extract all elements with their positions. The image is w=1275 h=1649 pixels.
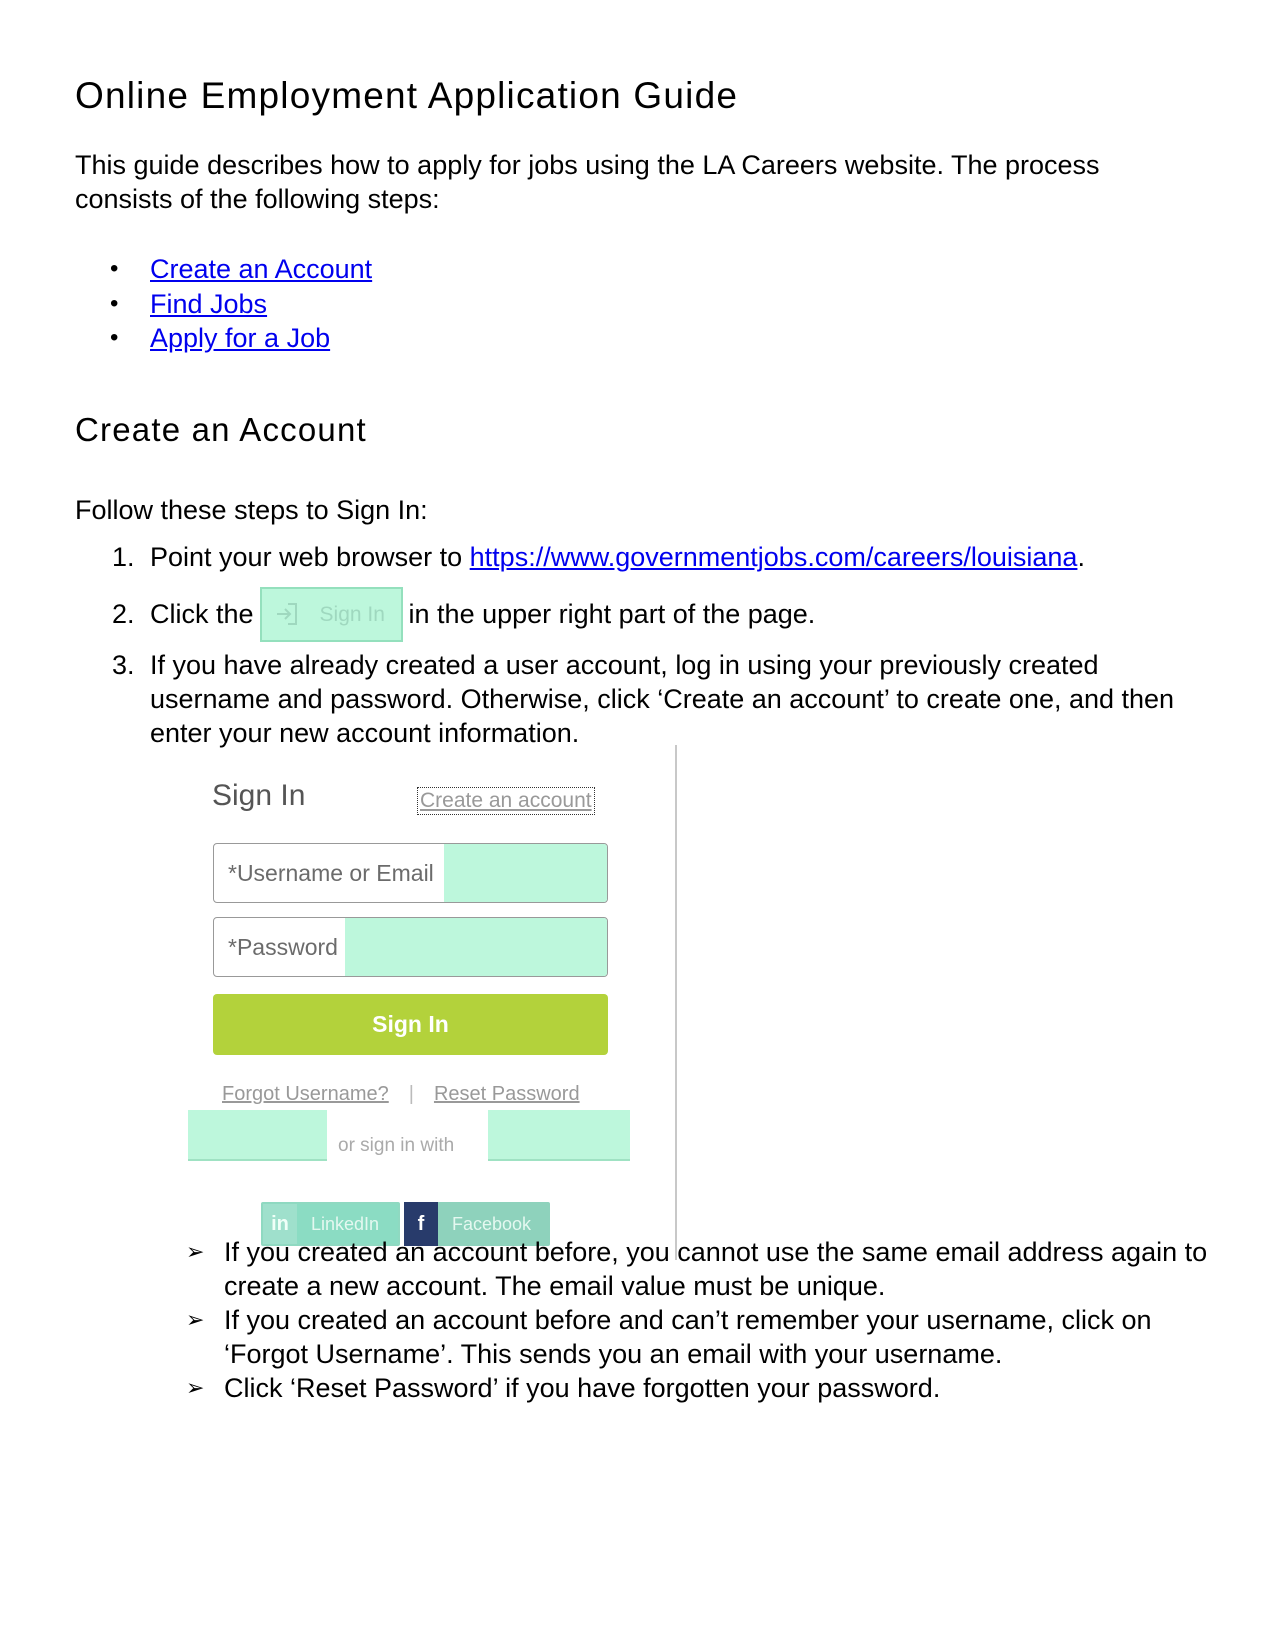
step-text-end: . <box>1077 542 1085 572</box>
highlight-box <box>444 844 607 902</box>
bullet-icon: • <box>110 255 119 282</box>
step-text: Point your web browser to <box>150 542 470 572</box>
step-number: 1. <box>112 542 135 572</box>
note-text: Click ‘Reset Password’ if you have forgotten your password. <box>224 1373 941 1403</box>
note-item <box>150 1371 1210 1405</box>
inline-signin-button[interactable] <box>260 587 403 642</box>
step-item <box>75 648 1215 750</box>
toc-link-apply-job[interactable]: Apply for a Job <box>150 323 331 353</box>
highlight-box <box>488 1110 630 1161</box>
sign-in-icon <box>274 601 300 627</box>
linkedin-icon: in <box>263 1204 297 1244</box>
create-account-link[interactable]: Create an account <box>417 787 595 815</box>
inline-signin-label: Sign In <box>319 602 385 626</box>
intro-paragraph: This guide describes how to apply for jobs using the LA Careers website. The process consists of the following steps: <box>75 150 1100 214</box>
note-text: If you created an account before and can’t remember your username, click on ‘Forgot Username’. This sends you an email with your username. <box>224 1305 1152 1369</box>
note-text: If you created an account before, you cannot use the same email address again to create a new account. The email value must be unique. <box>224 1237 1208 1301</box>
toc-item <box>75 287 372 322</box>
note-item <box>150 1303 1210 1371</box>
reset-password-link[interactable]: Reset Password <box>433 1083 580 1105</box>
step-text: If you have already created a user account, log in using your previously created username and password. Otherwise, click ‘Create an account’ to create one, and then enter your new account information. <box>150 650 1175 748</box>
arrow-bullet-icon: ➢ <box>186 1375 205 1400</box>
steps-list <box>75 540 1215 750</box>
signin-panel-screenshot <box>188 745 676 1260</box>
signin-panel-title: Sign In <box>212 779 306 812</box>
password-field[interactable] <box>213 917 608 977</box>
table-of-contents <box>75 252 372 356</box>
step-text: Click the <box>150 599 254 629</box>
facebook-label: Facebook <box>452 1213 532 1234</box>
toc-link-find-jobs[interactable]: Find Jobs <box>150 288 268 319</box>
signin-button[interactable]: Sign In <box>213 994 608 1055</box>
username-field[interactable] <box>213 843 608 903</box>
toc-item <box>75 321 372 356</box>
section-lead: Follow these steps to Sign In: <box>75 495 428 525</box>
highlight-box <box>188 1110 327 1161</box>
bullet-icon: • <box>110 289 119 317</box>
highlight-box <box>345 918 607 976</box>
or-sign-in-text: or sign in with <box>338 1135 455 1156</box>
step-item <box>75 540 1215 574</box>
note-item <box>150 1235 1210 1303</box>
bullet-icon: • <box>110 324 119 351</box>
username-placeholder: *Username or Email <box>228 860 434 886</box>
arrow-bullet-icon: ➢ <box>186 1307 205 1332</box>
step-text-end: in the upper right part of the page. <box>408 599 816 629</box>
step-number: 2. <box>112 599 135 629</box>
arrow-bullet-icon: ➢ <box>186 1239 205 1264</box>
facebook-icon: f <box>404 1202 438 1246</box>
or-sign-in-row <box>188 1110 630 1160</box>
toc-item <box>75 252 372 287</box>
toc-link-create-account[interactable]: Create an Account <box>150 254 373 284</box>
account-help-links <box>222 1082 580 1106</box>
section-title: Create an Account <box>75 411 367 448</box>
linkedin-label: LinkedIn <box>311 1213 380 1234</box>
step-number: 3. <box>112 650 135 680</box>
forgot-username-link[interactable]: Forgot Username? <box>222 1083 389 1105</box>
step-item <box>75 588 1215 640</box>
password-placeholder: *Password <box>228 934 338 960</box>
link-separator: | <box>408 1083 414 1105</box>
careers-url-link[interactable]: https://www.governmentjobs.com/careers/louisiana <box>469 542 1078 572</box>
document-title: Online Employment Application Guide <box>75 75 739 116</box>
notes-list <box>150 1235 1210 1405</box>
